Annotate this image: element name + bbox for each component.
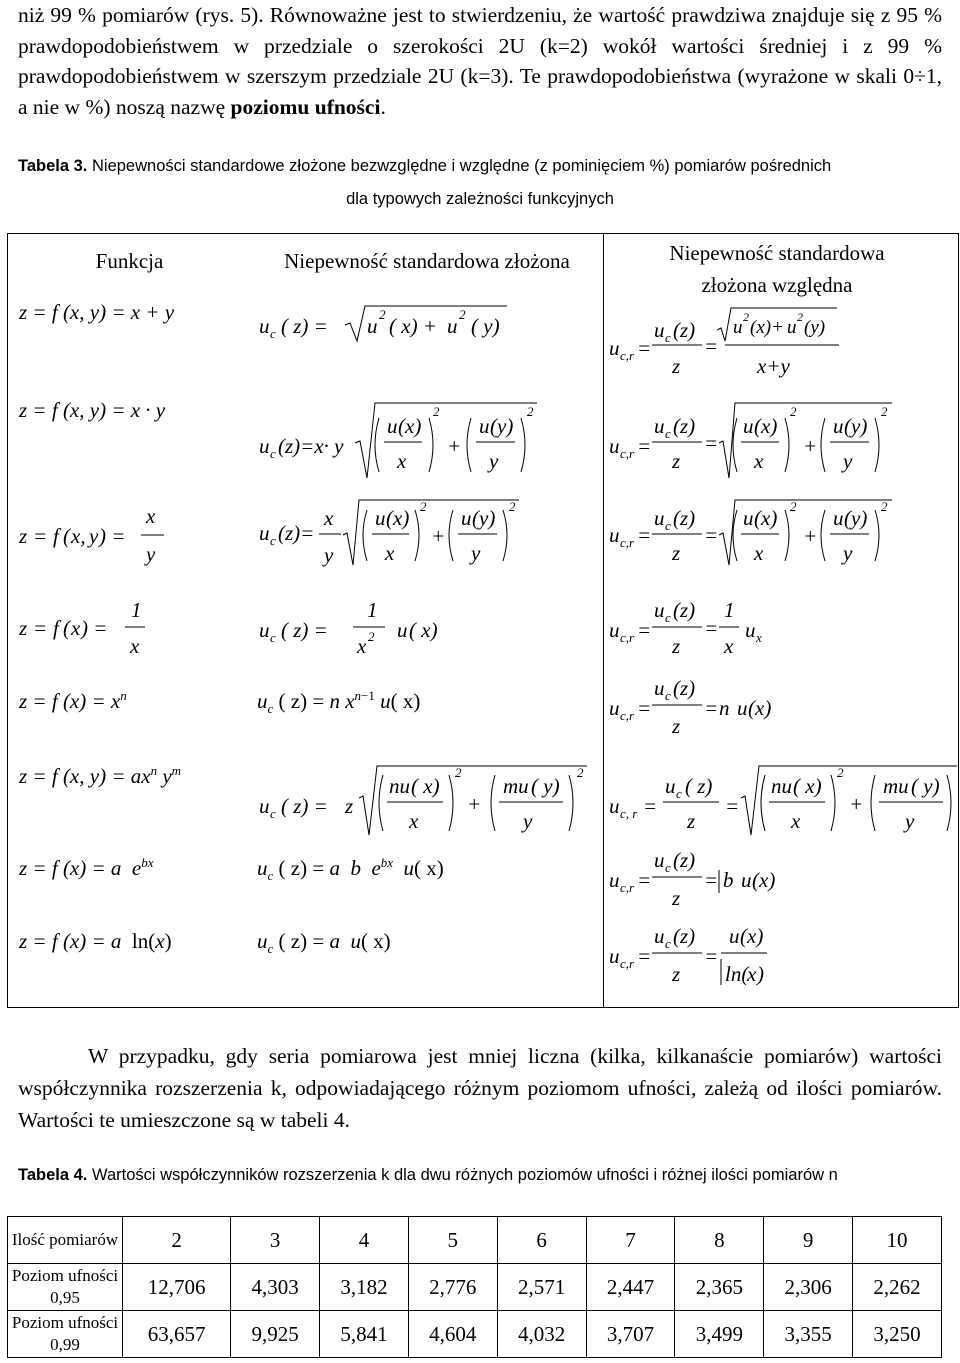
svg-text:2: 2	[455, 765, 462, 780]
svg-text:2: 2	[797, 310, 803, 324]
svg-text:=: =	[637, 618, 652, 642]
row6-uc	[257, 763, 597, 849]
svg-text:y: y	[843, 449, 853, 473]
svg-text:(z): (z)	[673, 598, 696, 622]
svg-text:f: f	[53, 524, 59, 548]
svg-text:(x): (x)	[386, 506, 410, 530]
svg-text:mu: mu	[503, 774, 529, 798]
row3-uc	[257, 495, 547, 586]
row3-function	[19, 495, 189, 581]
table-border	[7, 233, 8, 1008]
svg-text:x: x	[385, 541, 395, 565]
svg-text:=: =	[33, 524, 48, 548]
svg-text:( x): ( x)	[411, 774, 440, 798]
svg-text:u: u	[654, 848, 665, 872]
svg-text:c,r: c,r	[620, 880, 635, 895]
table-cell: 2,365	[675, 1264, 764, 1311]
svg-text:c,r: c,r	[620, 956, 635, 971]
svg-text:u: u	[447, 314, 458, 338]
svg-text:u: u	[787, 317, 797, 338]
table-cell: 7	[586, 1217, 675, 1264]
svg-text:(x): (x)	[754, 414, 778, 438]
svg-text:c,r: c,r	[620, 348, 635, 363]
svg-text:(: (	[63, 524, 70, 548]
table-cell: 4,604	[408, 1311, 497, 1358]
table-cell: 6	[497, 1217, 586, 1264]
svg-text:u: u	[745, 618, 756, 642]
svg-text:u: u	[367, 314, 378, 338]
table-border	[603, 233, 604, 1008]
svg-text:y: y	[523, 809, 533, 833]
header-funkcja: Funkcja	[95, 249, 164, 273]
intro-bold-term: poziomu ufności	[230, 94, 381, 119]
svg-text:2: 2	[837, 765, 844, 780]
header-uc: Niepewność standardowa złożona	[284, 249, 570, 273]
svg-text:z: z	[672, 962, 681, 986]
svg-text:( x): ( x)	[409, 618, 438, 642]
svg-text:2: 2	[577, 765, 584, 780]
svg-text:c,r: c,r	[620, 446, 635, 461]
table-cell: 3,707	[586, 1311, 675, 1358]
svg-text:u: u	[833, 506, 844, 530]
svg-text:u: u	[609, 944, 620, 968]
svg-text:+: +	[803, 524, 818, 548]
svg-text:c: c	[270, 630, 276, 645]
svg-text:u: u	[729, 924, 740, 948]
row1-uc	[257, 303, 517, 353]
svg-text:(x)+: (x)+	[750, 317, 784, 338]
svg-text:1: 1	[367, 598, 378, 622]
svg-text:x: x	[397, 449, 407, 473]
svg-text:u: u	[461, 506, 472, 530]
svg-text:u: u	[609, 434, 620, 458]
svg-text:=: =	[704, 616, 719, 640]
table4-caption-text: Wartości współczynników rozszerzenia k dla dwu różnych poziomów ufności i różnej ilości pomiarów n	[87, 1166, 838, 1184]
svg-text:u: u	[259, 618, 270, 642]
svg-text:u: u	[654, 676, 665, 700]
svg-text:y: y	[324, 543, 334, 567]
svg-text:z: z	[672, 714, 681, 738]
table4-caption	[18, 1166, 942, 1185]
fraction-formula	[257, 595, 477, 665]
svg-text:u: u	[609, 868, 620, 892]
svg-text:u: u	[259, 521, 270, 545]
svg-text:2: 2	[368, 629, 375, 644]
row-label: Poziom ufności 0,99	[8, 1311, 123, 1358]
row1-ucr	[607, 305, 867, 391]
svg-text:) =: ) =	[81, 616, 108, 640]
svg-text:( z): ( z)	[685, 774, 713, 798]
svg-text:(z): (z)	[673, 318, 696, 342]
table-cell: 5	[408, 1217, 497, 1264]
table3-caption-line2: dla typowych zależności funkcyjnych	[346, 190, 614, 208]
sqrt-formula	[607, 495, 897, 580]
svg-text:(x): (x)	[748, 696, 772, 720]
svg-text:c: c	[665, 610, 671, 625]
svg-text:x: x	[71, 616, 81, 640]
svg-text:x: x	[357, 634, 367, 658]
table-cell: 12,706	[123, 1264, 231, 1311]
svg-text:c: c	[270, 806, 276, 821]
svg-text:(z)=x· y: (z)=x· y	[278, 434, 344, 458]
svg-text:c: c	[665, 688, 671, 703]
svg-text:1: 1	[131, 598, 142, 622]
svg-text:c: c	[270, 326, 276, 341]
svg-text:=: =	[643, 794, 658, 818]
intro-end: .	[380, 94, 386, 119]
svg-text:2: 2	[790, 404, 797, 419]
svg-text:(x): (x)	[398, 414, 422, 438]
table-border	[7, 1007, 959, 1008]
table-cell: 2,776	[408, 1264, 497, 1311]
svg-text:mu: mu	[883, 774, 909, 798]
svg-text:x: x	[754, 541, 764, 565]
table-cell: 9,925	[231, 1311, 320, 1358]
svg-text:u: u	[737, 696, 748, 720]
table-cell: 3	[231, 1217, 320, 1264]
svg-text:=: =	[33, 616, 48, 640]
svg-text:z: z	[672, 634, 681, 658]
svg-text:y: y	[843, 541, 853, 565]
svg-text:1: 1	[724, 598, 735, 622]
row5-function: z = f $(x) = x^n$	[19, 688, 127, 713]
svg-text:x: x	[409, 809, 419, 833]
svg-text:u: u	[654, 318, 665, 342]
svg-text:x: x	[130, 634, 140, 658]
svg-text:2: 2	[509, 499, 516, 514]
svg-text:(y): (y)	[472, 506, 496, 530]
table3-caption-label: Tabela 3.	[18, 157, 88, 175]
svg-text:2: 2	[433, 404, 440, 419]
svg-text:=: =	[637, 523, 652, 547]
table-cell: 3,355	[764, 1311, 853, 1358]
row4-ucr	[607, 595, 807, 671]
svg-text:c: c	[676, 786, 682, 801]
table-row	[8, 1217, 942, 1264]
svg-text:u: u	[609, 696, 620, 720]
svg-text:(x): (x)	[740, 924, 764, 948]
svg-text:(z): (z)	[673, 924, 696, 948]
svg-text:2: 2	[881, 404, 888, 419]
svg-text:+: +	[447, 434, 462, 458]
row-label: Ilość pomiarów	[8, 1217, 123, 1264]
svg-text:c: c	[270, 533, 276, 548]
svg-text:y: y	[89, 524, 99, 548]
fraction-formula	[607, 673, 807, 748]
svg-text:(y): (y)	[490, 414, 514, 438]
svg-text:( y): ( y)	[471, 314, 500, 338]
table-cell: 9	[764, 1217, 853, 1264]
svg-text:z: z	[672, 886, 681, 910]
svg-text:u: u	[375, 506, 386, 530]
svg-text:u: u	[833, 414, 844, 438]
table-cell: 3,499	[675, 1311, 764, 1358]
svg-text:=: =	[704, 944, 719, 968]
svg-text:x: x	[791, 809, 801, 833]
svg-text:x: x	[146, 504, 156, 528]
row2-uc	[257, 398, 547, 489]
row5-ucr	[607, 673, 807, 754]
svg-text:c: c	[665, 860, 671, 875]
svg-text:nu: nu	[771, 774, 792, 798]
table-border	[7, 233, 959, 234]
svg-text:u: u	[609, 794, 620, 818]
svg-text:+: +	[803, 434, 818, 458]
svg-text:u: u	[654, 506, 665, 530]
svg-text:u: u	[387, 414, 398, 438]
svg-text:( y): ( y)	[911, 774, 940, 798]
header-ucr: Niepewność standardowa złożona względna	[669, 241, 885, 297]
svg-text:+: +	[467, 792, 482, 816]
svg-text:c: c	[665, 426, 671, 441]
svg-text:x: x	[747, 962, 757, 986]
svg-text:2: 2	[743, 310, 749, 324]
svg-text:u: u	[259, 314, 270, 338]
body-paragraph	[18, 1040, 942, 1136]
row5-uc: $u_c$ ( z) = n $x^{n-1}$ u( x)	[257, 688, 421, 717]
svg-text:nu: nu	[389, 774, 410, 798]
svg-text:z: z	[672, 354, 681, 378]
svg-text:x: x	[724, 634, 734, 658]
svg-text:z: z	[19, 616, 28, 640]
svg-text:z: z	[345, 794, 354, 818]
table-row	[8, 1311, 942, 1358]
svg-text:+: +	[849, 792, 864, 816]
svg-text:n: n	[719, 696, 730, 720]
svg-text:y: y	[905, 809, 915, 833]
svg-text:(z): (z)	[673, 848, 696, 872]
sqrt-formula	[257, 303, 517, 347]
table-cell: 63,657	[123, 1311, 231, 1358]
svg-text:( z) =: ( z) =	[281, 794, 328, 818]
svg-text:z: z	[687, 809, 696, 833]
svg-text:x: x	[754, 449, 764, 473]
body-paragraph-text: W przypadku, gdy seria pomiarowa jest mniej liczna (kilka, kilkanaście pomiarów) wartości współczynnika rozszerzenia k, odpowiadającego różnym poziomom ufności, zależą od ilości pomiarów. Wartości te umieszczone są w tabeli 4.	[18, 1044, 942, 1132]
svg-text:f: f	[53, 616, 59, 640]
svg-text:c,r: c,r	[620, 708, 635, 723]
row2-ucr	[607, 398, 897, 489]
table-cell: 4,303	[231, 1264, 320, 1311]
table-cell: 4	[320, 1217, 409, 1264]
row6-function: z = f (x, $y) = ax^n$ $y^m$	[19, 763, 182, 788]
sqrt-formula	[257, 398, 547, 483]
row7-ucr	[607, 845, 807, 926]
table-border	[958, 233, 959, 1008]
svg-text:+: +	[431, 524, 446, 548]
table-cell: 4,032	[497, 1311, 586, 1358]
svg-text:=: =	[704, 334, 719, 358]
svg-text:=: =	[704, 868, 719, 892]
table-cell: 10	[853, 1217, 942, 1264]
svg-text:(y): (y)	[804, 317, 826, 338]
row7-uc: $u_c$ ( z) = a b $e^{bx}$ u( x)	[257, 855, 444, 884]
fraction-formula	[19, 495, 189, 575]
svg-text:=: =	[704, 696, 719, 720]
row1-function: z = f (x, y) = x + y	[19, 300, 175, 324]
svg-text:=: =	[725, 794, 740, 818]
svg-text:(y): (y)	[844, 506, 868, 530]
row8-uc: $u_c$ ( z) = a u( x)	[257, 929, 391, 957]
sqrt-formula	[257, 495, 547, 580]
fraction-formula	[607, 595, 807, 665]
svg-text:u: u	[259, 794, 270, 818]
svg-text:c, r: c, r	[620, 806, 638, 821]
svg-text:z: z	[672, 541, 681, 565]
row-label: Poziom ufności 0,95	[8, 1264, 123, 1311]
fraction-formula	[607, 305, 867, 385]
svg-text:u: u	[654, 924, 665, 948]
svg-text:=: =	[704, 523, 719, 547]
svg-text:2: 2	[459, 307, 466, 322]
svg-text:u: u	[259, 434, 270, 458]
intro-paragraph	[18, 0, 942, 122]
svg-text:z: z	[672, 449, 681, 473]
svg-text:(x): (x)	[754, 506, 778, 530]
table3-caption-text: Niepewności standardowe złożone bezwzględne i względne (z pominięciem %) pomiarów pośrednich	[87, 157, 832, 175]
svg-text:c,r: c,r	[620, 630, 635, 645]
svg-text:2: 2	[527, 404, 534, 419]
svg-text:ln(: ln(	[725, 962, 749, 986]
svg-text:(z): (z)	[673, 414, 696, 438]
svg-text:c: c	[270, 446, 276, 461]
svg-text:2: 2	[420, 499, 427, 514]
svg-text:=: =	[637, 434, 652, 458]
svg-text:( x): ( x)	[793, 774, 822, 798]
row3-ucr	[607, 495, 897, 586]
svg-text:=: =	[637, 336, 652, 360]
row8-function: z = f (x) = a ln(x)	[19, 929, 172, 953]
svg-text:u: u	[479, 414, 490, 438]
row8-ucr	[607, 921, 807, 1002]
svg-text:=: =	[637, 696, 652, 720]
svg-text:( y): ( y)	[531, 774, 560, 798]
table3-caption	[18, 150, 942, 216]
table-row	[8, 1264, 942, 1311]
svg-text:c,r: c,r	[620, 535, 635, 550]
svg-text:y: y	[146, 542, 156, 566]
svg-text:x,: x,	[71, 524, 86, 548]
table-cell: 2,306	[764, 1264, 853, 1311]
sqrt-formula	[257, 763, 597, 843]
sqrt-formula	[607, 763, 959, 843]
svg-text:(z): (z)	[673, 676, 696, 700]
svg-text:2: 2	[881, 499, 888, 514]
fraction-formula	[607, 845, 807, 920]
fraction-formula	[19, 595, 169, 665]
table-cell: 2,262	[853, 1264, 942, 1311]
svg-text:b: b	[723, 868, 734, 892]
row7-function: z = f (x) = a $e^{bx}$	[19, 855, 154, 880]
svg-text:2: 2	[790, 499, 797, 514]
svg-text:(z): (z)	[673, 506, 696, 530]
svg-text:u: u	[654, 414, 665, 438]
table-cell: 3,250	[853, 1311, 942, 1358]
svg-text:(z)=: (z)=	[278, 521, 315, 545]
svg-text:u: u	[609, 523, 620, 547]
intro-text: niż 99 % pomiarów (rys. 5). Równoważne jest to stwierdzeniu, że wartość prawdziwa znajduje się z 95 % prawdopodobieństwem w przedziale o szerokości 2U (k=2) wokół wartości średniej i z 99 % prawdopodobieństwem w szerszym przedziale 2U (k=3). Te prawdopodobieństwa (wyrażone w skali 0÷1, a nie w %) noszą nazwę	[18, 3, 942, 119]
svg-text:u: u	[743, 506, 754, 530]
table-cell: 2,571	[497, 1264, 586, 1311]
svg-text:) =: ) =	[99, 524, 126, 548]
svg-text:u: u	[741, 868, 752, 892]
row2-function: z = f (x, y) = x · y	[19, 398, 166, 422]
svg-text:c: c	[665, 330, 671, 345]
svg-text:u: u	[665, 774, 676, 798]
svg-text:(: (	[63, 616, 70, 640]
row4-uc	[257, 595, 477, 671]
svg-text:(x): (x)	[752, 868, 776, 892]
svg-text:x: x	[756, 630, 762, 645]
svg-text:=: =	[637, 868, 652, 892]
svg-text:x+y: x+y	[757, 354, 790, 378]
table-cell: 2,447	[586, 1264, 675, 1311]
sqrt-formula	[607, 398, 897, 483]
svg-text:(y): (y)	[844, 414, 868, 438]
svg-text:=: =	[637, 944, 652, 968]
svg-text:u: u	[609, 618, 620, 642]
svg-text:( z) =: ( z) =	[281, 314, 328, 338]
row4-function	[19, 595, 169, 671]
svg-text:c: c	[665, 936, 671, 951]
svg-text:c: c	[665, 518, 671, 533]
svg-text:2: 2	[379, 307, 386, 322]
table-cell: 5,841	[320, 1311, 409, 1358]
row6-ucr	[607, 763, 959, 849]
svg-text:u: u	[733, 317, 743, 338]
svg-text:u: u	[654, 598, 665, 622]
table4-caption-label: Tabela 4.	[18, 1166, 88, 1184]
table-cell: 3,182	[320, 1264, 409, 1311]
table4	[7, 1216, 942, 1358]
table-cell: 2	[123, 1217, 231, 1264]
svg-text:y: y	[489, 449, 499, 473]
svg-text:( x) +: ( x) +	[389, 314, 437, 338]
svg-text:z: z	[19, 524, 28, 548]
svg-text:u: u	[743, 414, 754, 438]
fraction-formula	[607, 921, 807, 996]
svg-text:): )	[757, 962, 764, 986]
svg-text:( z) =: ( z) =	[281, 618, 328, 642]
svg-text:y: y	[471, 541, 481, 565]
svg-text:x: x	[324, 506, 334, 530]
svg-text:u: u	[609, 336, 620, 360]
table-cell: 8	[675, 1217, 764, 1264]
svg-text:u: u	[397, 618, 408, 642]
svg-text:=: =	[704, 431, 719, 455]
table3	[7, 233, 959, 1008]
